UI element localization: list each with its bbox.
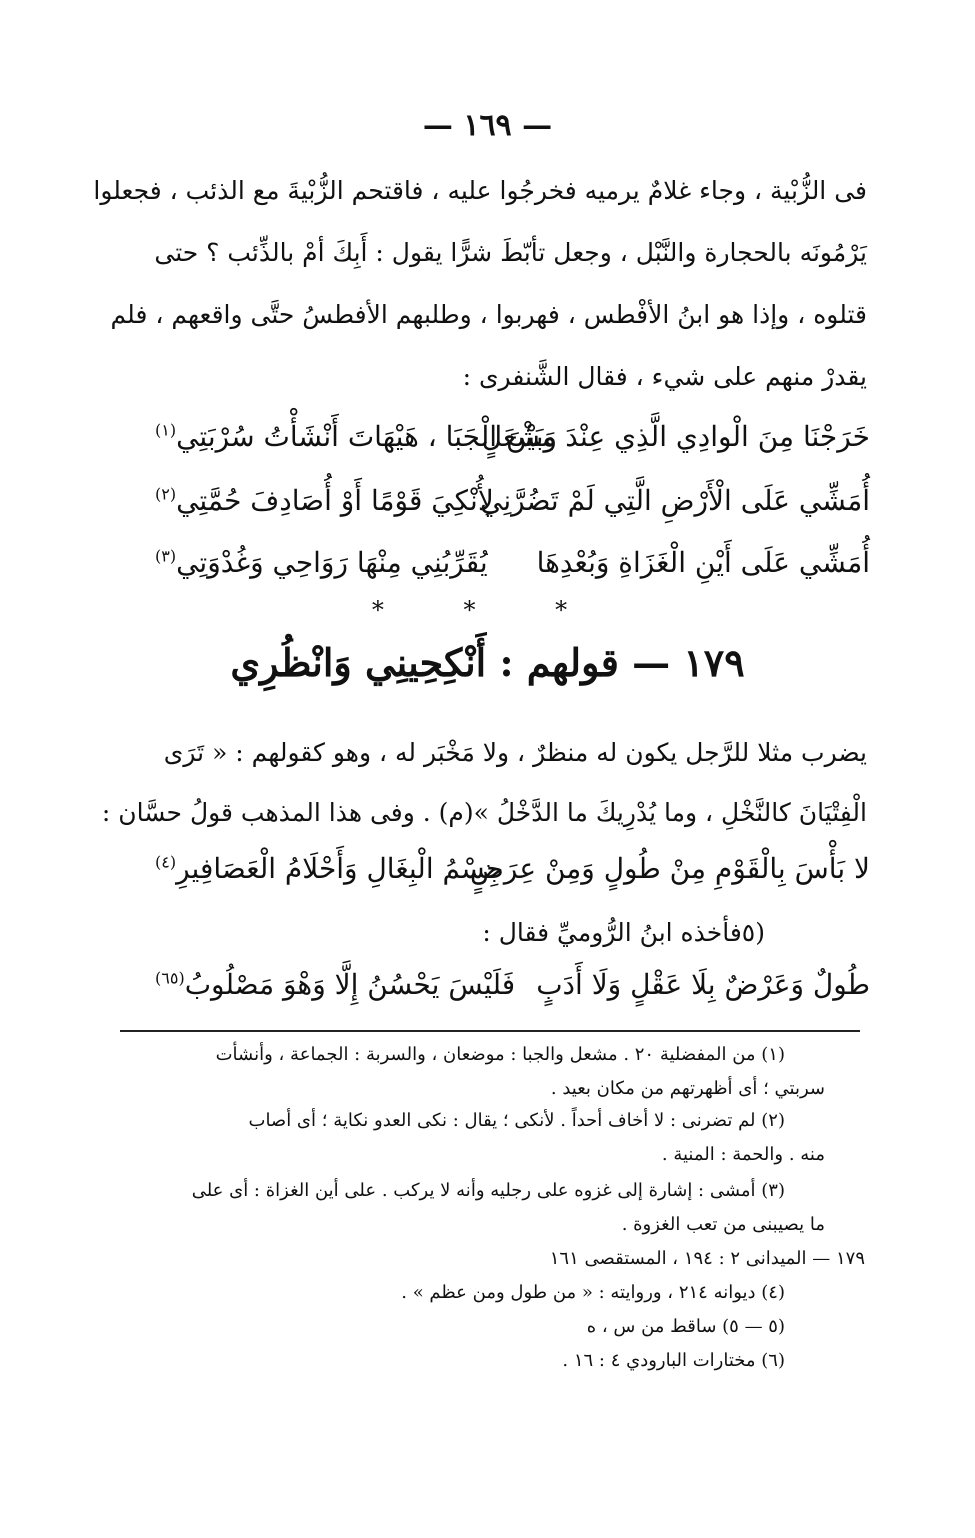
prose-line-1: فى الزُّبْية ، وجاء غلامٌ يرميه فخرجُوا عليه ، فاقتحم الزُّبْيةَ مع الذئب ، فجعلوا [93,176,867,205]
page-number: — ١٦٩ — [422,108,553,143]
section-separator: * * * [371,596,604,624]
footnote-3: (٣) أمشى : إشارة إلى غزوه على رجليه وأنه لا يركب . على أين الغزاة : أى على [191,1180,785,1201]
footnote-4: (٤) ديوانه ٢١٤ ، وروايته : « من طول ومن عظم » . [401,1282,785,1303]
footnote-1: (١) من المفضلية ٢٠ . مشعل والجبا : موضعان ، والسربة : الجماعة ، وأنشأت [215,1044,785,1065]
footnote-proverb-source: ١٧٩ — الميدانى ٢ : ١٩٤ ، المستقصى ١٦١ [549,1248,865,1269]
footnote-ref-3: (٣) [155,546,177,566]
verse-1-second-hemistich: وَبَيْنَ الْجَبَا ، هَيْهَاتَ أَنْشَأْتُ سُرْبَتِي$^{(١)}$ [155,420,558,453]
footnote-2-continued: منه . والحمة : المنية . [661,1144,825,1165]
footnote-1-continued: سربتي ؛ أى أظهرتهم من مكان بعيد . [550,1078,825,1099]
verse-3 [155,546,870,596]
footnote-ref-4: (٤) [155,852,177,872]
prose-line-2: يَرْمُونَه بالحجارة والنَّبْل ، وجعل تأبّطَ شرًّا يقول : أَبِكَ أمْ بالذِّئب ؟ حتى [154,238,867,267]
footnote-divider [120,1030,860,1032]
footnote-ref-1: (١) [155,420,177,440]
footnote-ref-6: (٦٥) [155,968,185,988]
footnote-2: (٢) لم تضرنى : لا أخاف أحداً . لأنكى ؛ يقال : نكى العدو نكاية ؛ أى أصاب [248,1110,785,1131]
prose-mid-line-2: الْفِتْيَانَ كالنَّخْلِ ، وما يُدْرِيكَ ما الدَّخْلُ »(م) . وفى هذا المذهب قولُ حسَّان : [101,798,867,827]
prose-line-4: يقدرْ منهم على شيء ، فقال الشَّنفرى : [462,362,867,391]
verse-ibn-second-hemistich: فَلَيْسَ يَحْسُنُ إِلَّا وَهْوَ مَصْلُوبُ$^{(٦٥)}$ [155,968,516,1001]
verse-2 [155,484,870,534]
verse-hassan [155,852,870,902]
prose-line-3: قتلوه ، وإذا هو ابنُ الأفْطس ، فهربوا ، وطلبهم الأفطسُ حتَّى واقعهم ، فلم [110,300,867,329]
verse-1 [155,420,870,470]
prose-ibn-rumi: (٥فأخذه ابنُ الرُّوميِّ فقال : [482,918,765,947]
footnote-5: (٥ — ٥) ساقط من س ، ه [586,1316,785,1337]
footnote-6: (٦) مختارات البارودي ٤ : ١٦ . [562,1350,785,1371]
verse-ibn-first-hemistich: طُولٌ وَعَرْضٌ بِلَا عَقْلٍ وَلَا أَدَبٍ [536,968,870,1001]
verse-ibn-rumi [155,968,870,1018]
verse-3-second-hemistich: يُقَرِّبُنِي مِنْهَا رَوَاحِي وَغُدْوَتِي$^{(٣)}$ [155,546,488,579]
verse-1-first-hemistich: خَرَجْنَا مِنَ الْوادِي الَّذِي عِنْدَ مِشْعَلٍ [481,420,870,453]
footnote-ref-2: (٢) [155,484,177,504]
verse-2-first-hemistich: أُمَشِّي عَلَى الْأَرْضِ الَّتِي لَمْ تَضُرَّنِي [480,484,870,517]
verse-2-second-hemistich: لِأُنْكِيَ قَوْمًا أَوْ أُصَادِفَ حُمَّتِي$^{(٢)}$ [155,484,494,517]
verse-3-first-hemistich: أُمَشِّي عَلَى أَيْنِ الْغَزَاةِ وَبُعْدِهَا [536,546,870,579]
verse-hassan-first-hemistich: لا بَأْسَ بِالْقَوْمِ مِنْ طُولٍ وَمِنْ عِرَضٍ [470,852,870,885]
footnote-3-continued: ما يصيبنى من تعب الغزوة . [621,1214,825,1235]
prose-mid-line-1: يضرب مثلا للرَّجل يكون له منظرٌ ، ولا مَخْبَر له ، وهو كقولهم : « تَرَى [163,738,867,767]
section-heading: ١٧٩ — قولهم : أَنْكِحِينِي وَانْظُرِي [230,640,745,685]
verse-hassan-second-hemistich: جِسْمُ الْبِغَالِ وَأَحْلَامُ الْعَصَافِيرِ$^{(٤)}$ [155,852,504,885]
